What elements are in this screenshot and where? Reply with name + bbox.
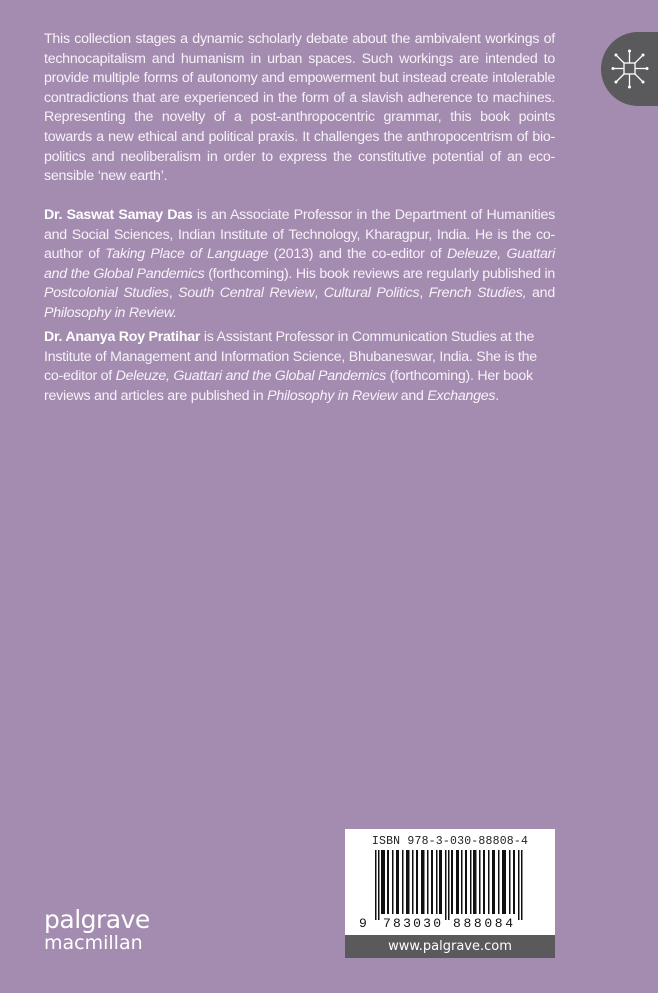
blurb-paragraph: This collection stages a dynamic scholarly debate about the ambivalent workings of technocapitalism and humanism in urban spaces. Such workings are intended to provide multiple forms of autonomy and empowerment but instead create intolerable contradictions that are experienced in the form of a slavish adherence to machines. Representing the novelty of a post-anthropocentric grammar, this book points towards a new ethical and political praxis. It challenges the anthropocentrism of bio-politics and neoliberalism in order to express the constitutive potential of an eco-sensible ‘new earth’. <box>44 31 555 185</box>
isbn-label: ISBN 978-3-030-88808-4 <box>371 835 529 848</box>
author-bio-pratihar: Dr. Ananya Roy Pratihar is Assistant Professor in Communication Studies at the Institute of Management and Information Science, Bhubaneswar, India. She is the co-editor of Deleuze, Guattari and the Global Pandemics (forthcoming). Her book reviews and articles are published in Philosophy in Review and Exchanges. <box>44 329 537 404</box>
author-name: Dr. Ananya Roy Pratihar <box>44 329 201 345</box>
journal-title: Postcolonial Studies <box>44 285 169 302</box>
svg-text:783030: 783030 <box>383 916 441 931</box>
barcode-icon <box>353 848 547 932</box>
journal-title: French Studies, <box>428 285 527 302</box>
book-title: Taking Place of Language <box>105 246 269 263</box>
isbn-barcode <box>345 829 555 935</box>
journal-title: Cultural Politics <box>323 285 420 302</box>
publisher-logo <box>44 905 150 954</box>
svg-text:888084: 888084 <box>453 916 513 931</box>
book-title: Deleuze, Guattari and the Global Pandemics <box>44 246 555 282</box>
logo-palgrave: palgrave <box>44 905 150 934</box>
journal-title: Philosophy in Review. <box>44 304 177 321</box>
publisher-website: www.palgrave.com <box>345 935 555 958</box>
series-tab <box>601 32 658 106</box>
book-title: Deleuze, Guattari and the Global Pandemics <box>115 368 386 385</box>
author-bio-das: Dr. Saswat Samay Das is an Associate Professor in the Department of Humanities and Social Sciences, Indian Institute of Technology, Kharagpur, India. He is the co-author of Taking Place of Language (2013) and the co-editor of Deleuze, Guattari and the Global Pandemics (forthcoming). His book reviews are regularly published in Postcolonial Studies, South Central Review, Cultural Politics, French Studies, and Philosophy in Review. <box>44 207 555 321</box>
journal-title: Exchanges <box>427 387 496 404</box>
journal-title: Philosophy in Review <box>267 387 397 404</box>
author-name: Dr. Saswat Samay Das <box>44 207 193 223</box>
journal-title: South Central Review <box>178 285 315 302</box>
circuit-node-icon <box>611 47 649 91</box>
svg-text:9: 9 <box>359 916 367 931</box>
logo-macmillan: macmillan <box>44 932 143 954</box>
